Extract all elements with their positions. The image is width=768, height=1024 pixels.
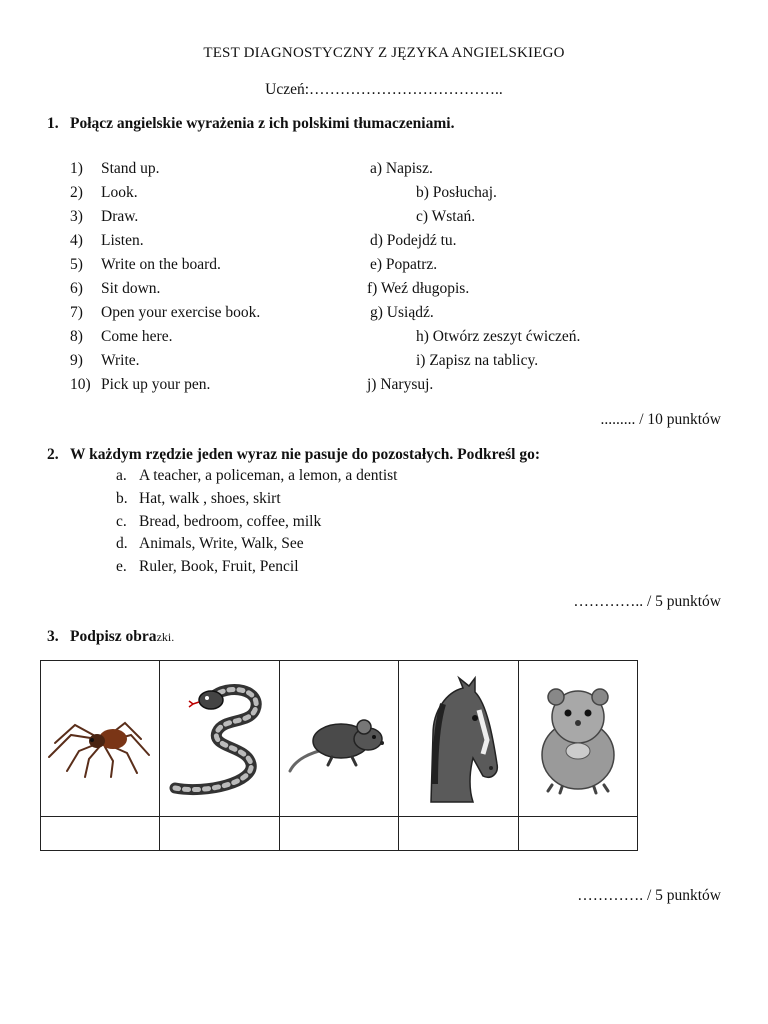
q1-en-text: Look.	[101, 184, 138, 201]
q1-pl-item: c) Wstań.	[416, 208, 476, 225]
snake-icon	[167, 676, 272, 801]
q2-item: Hat, walk , shoes, skirt	[139, 490, 281, 507]
q1-en-num: 1)	[70, 160, 83, 177]
picture-cell	[41, 661, 160, 817]
q2-letter: c.	[116, 513, 127, 530]
q1-en-text: Draw.	[101, 208, 139, 225]
q1-en-text: Stand up.	[101, 160, 160, 177]
q3-heading-bold: Podpisz obra	[70, 628, 157, 645]
q3-heading	[70, 627, 174, 647]
q2-number: 2.	[47, 446, 59, 463]
q1-pl-item: j) Narysuj.	[367, 376, 434, 393]
picture-cell	[518, 661, 637, 817]
q1-pl-item: d) Podejdź tu.	[370, 232, 457, 249]
q1-en-num: 2)	[70, 184, 83, 201]
horse-icon	[413, 674, 503, 804]
q1-en-text: Open your exercise book.	[101, 304, 261, 321]
student-name-line: Uczeń:………………………………..	[265, 81, 503, 98]
q1-en-num: 7)	[70, 304, 83, 321]
q2-item: A teacher, a policeman, a lemon, a dentist	[139, 467, 398, 484]
q1-en-num: 3)	[70, 208, 83, 225]
q1-en-text: Listen.	[101, 232, 144, 249]
q1-en-num: 6)	[70, 280, 83, 297]
q1-en-num: 8)	[70, 328, 83, 345]
q3-heading-small: zki.	[156, 630, 175, 644]
q1-en-text: Write.	[101, 352, 140, 369]
q1-pl-item: h) Otwórz zeszyt ćwiczeń.	[416, 328, 581, 345]
picture-cell	[399, 661, 518, 817]
q1-en-num: 5)	[70, 256, 83, 273]
q3-number: 3.	[47, 628, 59, 645]
q1-en-text: Sit down.	[101, 280, 161, 297]
q2-letter: d.	[116, 535, 128, 552]
q1-heading: Połącz angielskie wyrażenia z ich polskimi tłumaczeniami.	[70, 115, 455, 132]
picture-cell	[160, 661, 279, 817]
q1-pl-item: e) Popatrz.	[370, 256, 438, 273]
q2-points: ………….. / 5 punktów	[573, 593, 721, 610]
q1-pl-item: b) Posłuchaj.	[416, 184, 497, 201]
test-title: TEST DIAGNOSTYCZNY Z JĘZYKA ANGIELSKIEGO	[203, 45, 565, 61]
label-answer-cell[interactable]	[160, 817, 279, 851]
q1-pl-item: a) Napisz.	[370, 160, 433, 177]
q2-heading: W każdym rzędzie jeden wyraz nie pasuje do pozostałych. Podkreśl go:	[70, 446, 540, 463]
q1-en-text: Come here.	[101, 328, 173, 345]
q3-points: …………. / 5 punktów	[577, 887, 721, 904]
q1-en-num: 9)	[70, 352, 83, 369]
label-answer-cell[interactable]	[279, 817, 398, 851]
q1-en-num: 10)	[70, 376, 91, 393]
label-answer-cell[interactable]	[399, 817, 518, 851]
q2-letter: e.	[116, 558, 127, 575]
picture-label-table	[40, 660, 638, 851]
label-answer-cell[interactable]	[41, 817, 160, 851]
q1-number: 1.	[47, 115, 59, 132]
q1-en-text: Pick up your pen.	[101, 376, 211, 393]
q2-letter: b.	[116, 490, 128, 507]
q2-item: Bread, bedroom, coffee, milk	[139, 513, 322, 530]
q1-points: ......... / 10 punktów	[600, 411, 721, 428]
q1-pl-item: g) Usiądź.	[370, 304, 434, 321]
label-answer-cell[interactable]	[518, 817, 637, 851]
q1-en-num: 4)	[70, 232, 83, 249]
hamster-icon	[528, 681, 628, 796]
q1-pl-item: f) Weź długopis.	[367, 280, 470, 297]
rat-icon	[286, 699, 391, 779]
q1-en-text: Write on the board.	[101, 256, 221, 273]
picture-cell	[279, 661, 398, 817]
q2-letter: a.	[116, 467, 127, 484]
q2-item: Animals, Write, Walk, See	[139, 535, 304, 552]
spider-icon	[45, 699, 155, 779]
q2-item: Ruler, Book, Fruit, Pencil	[139, 558, 299, 575]
q1-pl-item: i) Zapisz na tablicy.	[416, 352, 539, 369]
